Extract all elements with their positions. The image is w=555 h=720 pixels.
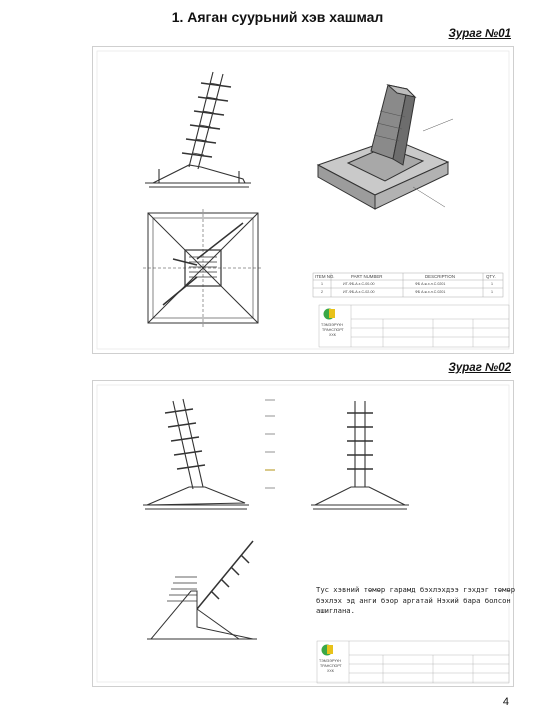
drawing-sheet-2	[92, 380, 514, 687]
figure-2-label: Зураг №02	[448, 362, 511, 374]
parts-col-desc: DESCRIPTION	[425, 274, 456, 279]
plan-view-2	[147, 541, 257, 639]
figure-1-label: Зураг №01	[448, 28, 511, 40]
side-view-1	[145, 72, 251, 187]
drawing-1-svg	[93, 47, 513, 353]
company-name-2-line-1: ТЭМЭЭРҮҮН	[319, 659, 341, 663]
company-name-line-1: ТЭМЭЭРҮҮН	[321, 323, 343, 327]
company-name-2-line-3: ХХК	[327, 669, 334, 673]
assembly-note: Тус хэвний төмөр гарамд бэхлэхдээ гэхдэг төмөр бэхлэх эд анги бэор аргатай Нэхий бара болсон ашиглана.	[316, 585, 516, 615]
drawing-sheet-1	[92, 46, 514, 354]
parts-row-2-qty: 1	[491, 290, 493, 294]
parts-col-item: ITEM NO.	[315, 274, 335, 279]
parts-row-2-desc: ФБ А.ж.х.л.С.0201	[415, 290, 446, 294]
dimension-markers-2	[265, 399, 275, 489]
parts-table-1	[313, 273, 503, 297]
isometric-view-1	[318, 85, 453, 209]
parts-row-1-item: 1	[321, 282, 323, 286]
parts-col-qty: QTY.	[486, 274, 496, 279]
company-name-2-line-2: ТРАНСПОРТ	[320, 664, 342, 668]
front-view-2	[311, 401, 409, 509]
parts-row-1-desc: ФБ А.ж.х.л.С.0201	[415, 282, 446, 286]
page-title: 1. Аяган суурьний хэв хашмал	[171, 9, 384, 25]
title-block-1	[319, 305, 509, 347]
page-number: 4	[502, 696, 509, 708]
parts-row-1-qty: 1	[491, 282, 493, 286]
drawing-2-svg	[93, 381, 513, 686]
parts-col-part: PART NUMBER	[351, 274, 383, 279]
parts-row-1-part: ИТ-ФБ-А.х.С-00-00	[343, 282, 375, 286]
title-block-2	[317, 641, 509, 683]
plan-view-1	[143, 209, 263, 327]
company-name-line-3: ХХК	[329, 333, 336, 337]
company-name-line-2: ТРАНСПОРТ	[322, 328, 344, 332]
parts-row-2-item: 2	[321, 290, 323, 294]
company-logo-2	[322, 645, 334, 656]
side-view-2	[143, 399, 249, 509]
parts-row-2-part: ИТ-ФБ-А.х.С-02-00	[343, 290, 375, 294]
company-logo-1	[324, 309, 336, 320]
